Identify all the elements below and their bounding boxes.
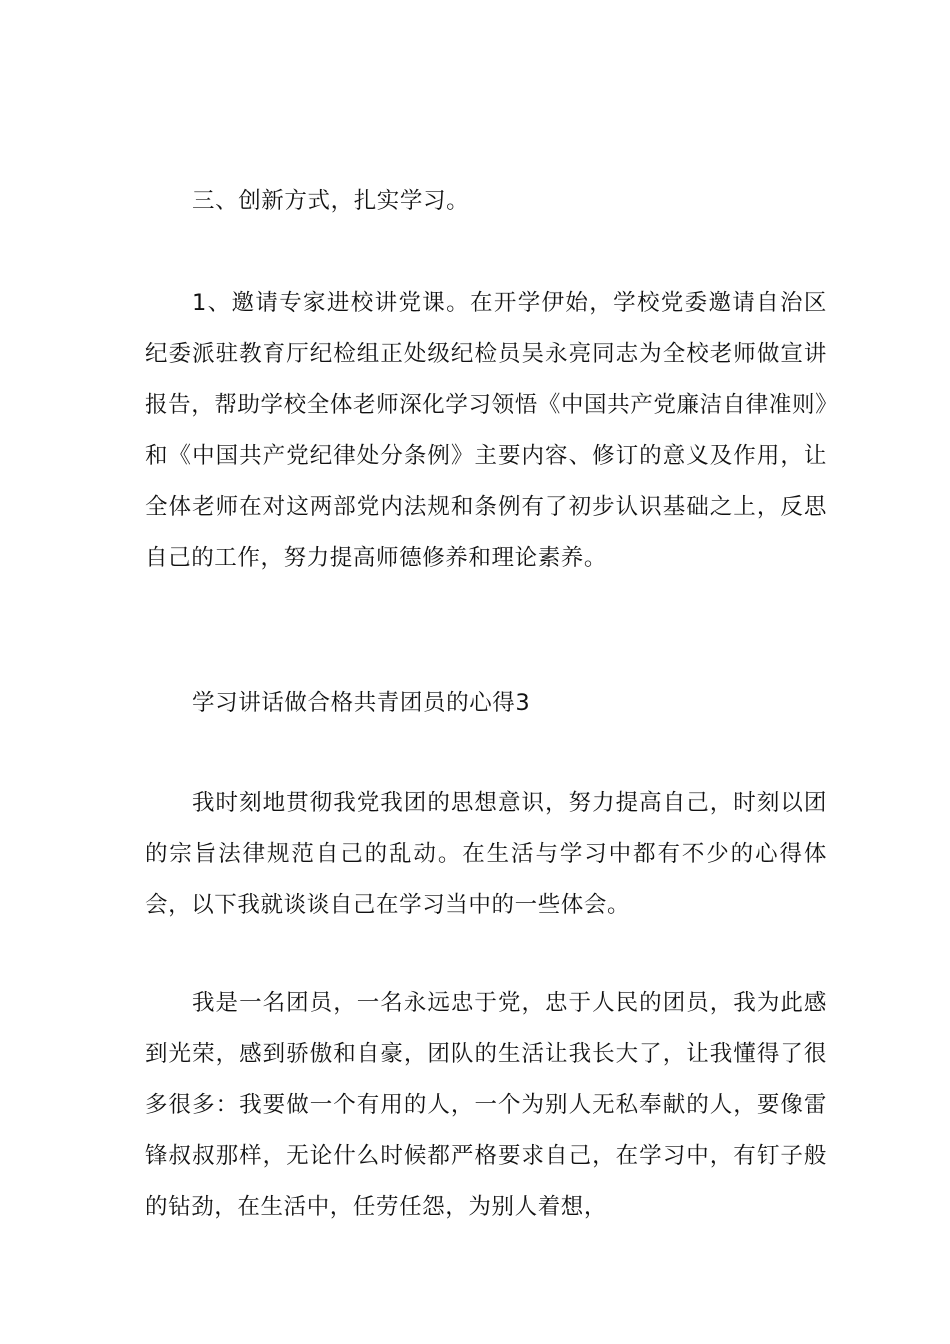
section-heading: 三、创新方式，扎实学习。 <box>192 188 470 214</box>
essay-subtitle: 学习讲话做合格共青团员的心得3 <box>192 690 531 716</box>
paragraph-expert-lecture: 1、邀请专家进校讲党课。在开学伊始，学校党委邀请自治区纪委派驻教育厅纪检组正处级纪检员吴永亮同志为全校老师做宣讲报告，帮助学校全体老师深化学习领悟《中国共产党廉洁自律准则》和《中国共产党纪律处分条例》主要内容、修订的意义及作用，让全体老师在对这两部党内法规和条例有了初步认识基础之上，反思自己的工作，努力提高师德修养和理论素养。 <box>145 290 827 571</box>
paragraph-ideology: 我时刻地贯彻我党我团的思想意识，努力提高自己，时刻以团的宗旨法律规范自己的乱动。在生活与学习中都有不少的心得体会，以下我就谈谈自己在学习当中的一些体会。 <box>145 790 827 918</box>
paragraph-league-member: 我是一名团员，一名永远忠于党，忠于人民的团员，我为此感到光荣，感到骄傲和自豪，团队的生活让我长大了，让我懂得了很多很多：我要做一个有用的人，一个为别人无私奉献的人，要像雷锋叔叔那样，无论什么时候都严格要求自己，在学习中，有钉子般的钻劲，在生活中，任劳任怨，为别人着想， <box>145 990 827 1220</box>
